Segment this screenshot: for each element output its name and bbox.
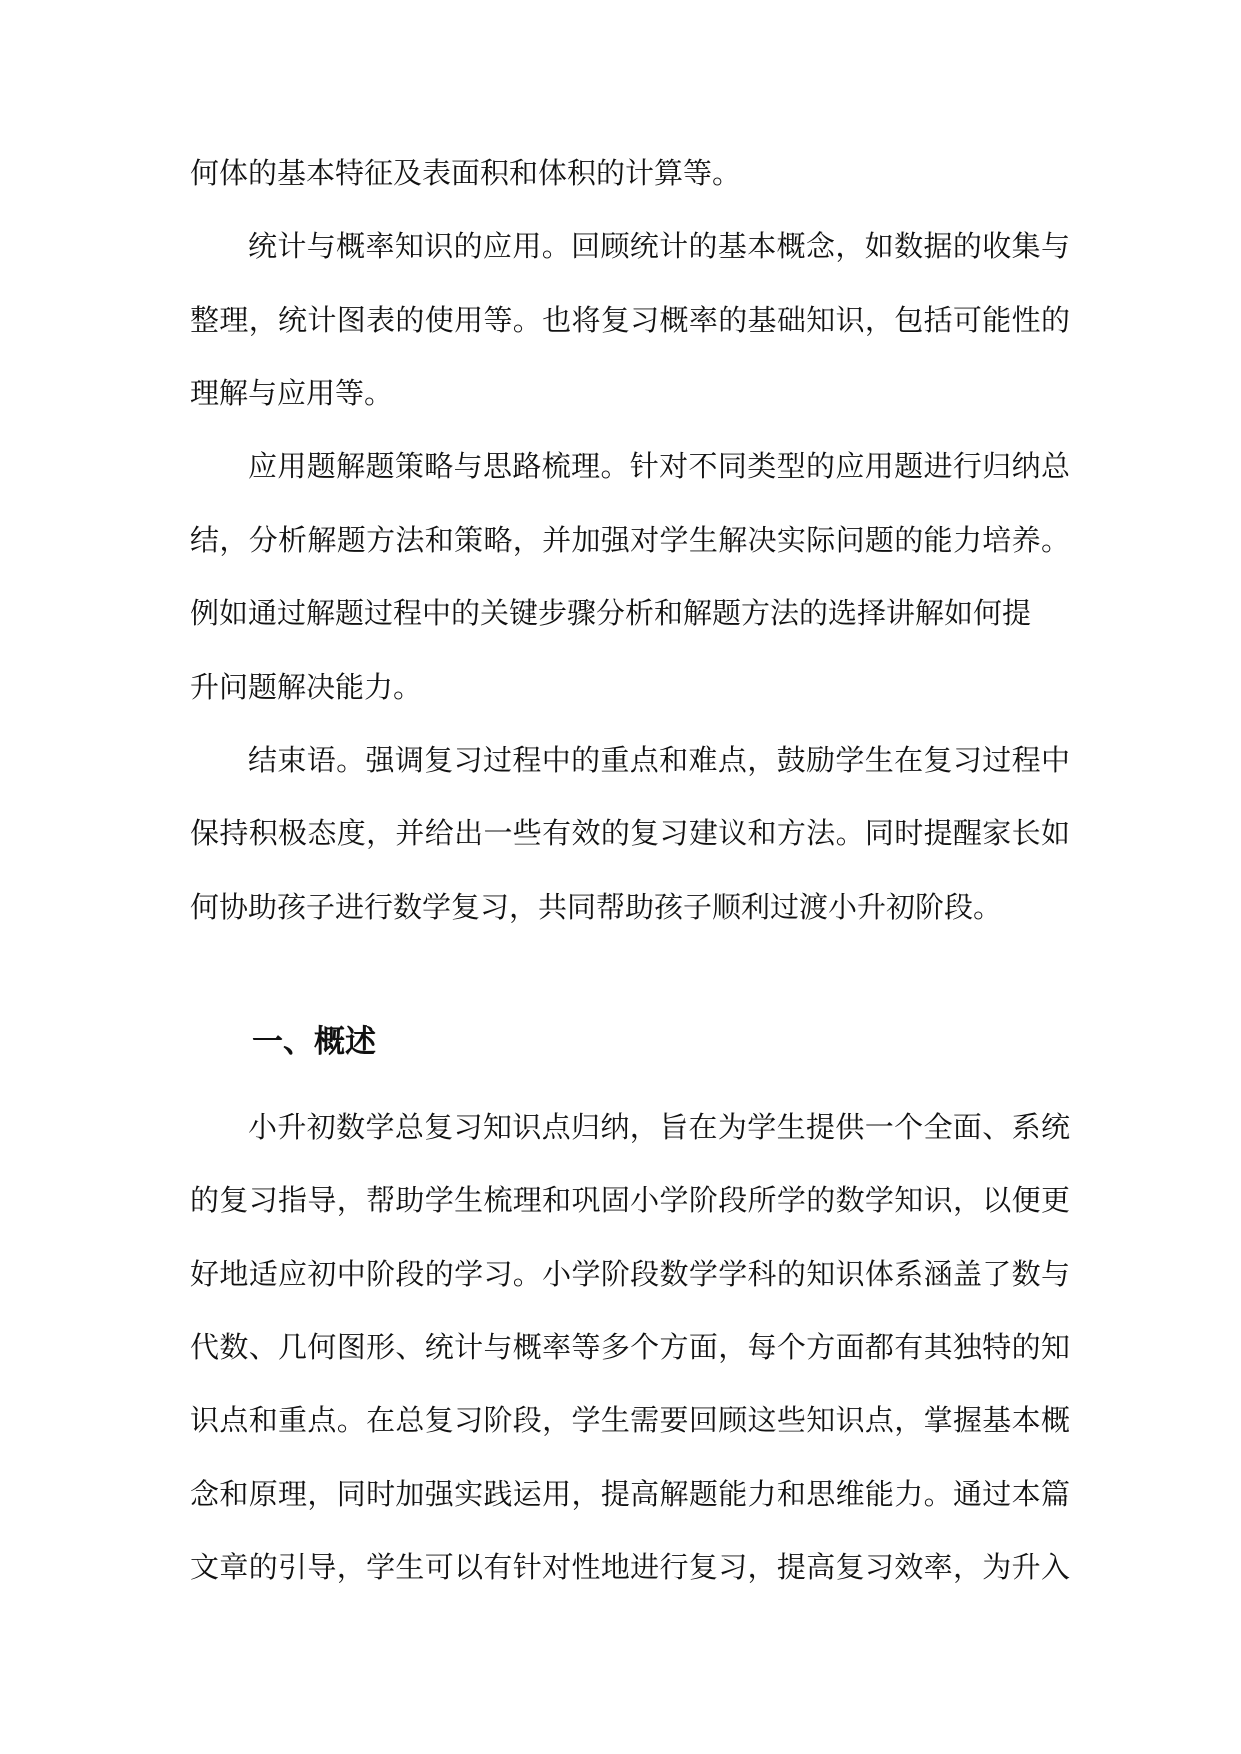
text-line: 的复习指导，帮助学生梳理和巩固小学阶段所学的数学知识，以便更 <box>190 1183 1070 1217</box>
text-line: 何协助孩子进行数学复习，共同帮助孩子顺利过渡小升初阶段。 <box>190 890 1003 924</box>
text-line: 保持积极态度，并给出一些有效的复习建议和方法。同时提醒家长如 <box>190 816 1070 850</box>
text-line: 文章的引导，学生可以有针对性地进行复习，提高复习效率，为升入 <box>190 1550 1070 1584</box>
text-line: 念和原理，同时加强实践运用，提高解题能力和思维能力。通过本篇 <box>190 1477 1070 1511</box>
text-line: 统计与概率知识的应用。回顾统计的基本概念，如数据的收集与 <box>248 229 1070 263</box>
text-line: 结束语。强调复习过程中的重点和难点，鼓励学生在复习过程中 <box>248 743 1070 777</box>
text-line: 应用题解题策略与思路梳理。针对不同类型的应用题进行归纳总 <box>248 449 1070 483</box>
text-line: 例如通过解题过程中的关键步骤分析和解题方法的选择讲解如何提 <box>190 596 1032 630</box>
text-line: 结，分析解题方法和策略，并加强对学生解决实际问题的能力培养。 <box>190 523 1070 557</box>
text-line: 理解与应用等。 <box>190 376 394 410</box>
text-line: 何体的基本特征及表面积和体积的计算等。 <box>190 156 742 190</box>
text-line: 识点和重点。在总复习阶段，学生需要回顾这些知识点，掌握基本概 <box>190 1403 1070 1437</box>
text-line: 代数、几何图形、统计与概率等多个方面，每个方面都有其独特的知 <box>190 1330 1070 1364</box>
text-line: 好地适应初中阶段的学习。小学阶段数学学科的知识体系涵盖了数与 <box>190 1257 1070 1291</box>
section-heading: 一、概述 <box>252 1024 376 1060</box>
text-line: 升问题解决能力。 <box>190 670 423 704</box>
text-line: 整理，统计图表的使用等。也将复习概率的基础知识，包括可能性的 <box>190 303 1070 337</box>
text-line: 小升初数学总复习知识点归纳，旨在为学生提供一个全面、系统 <box>248 1110 1070 1144</box>
